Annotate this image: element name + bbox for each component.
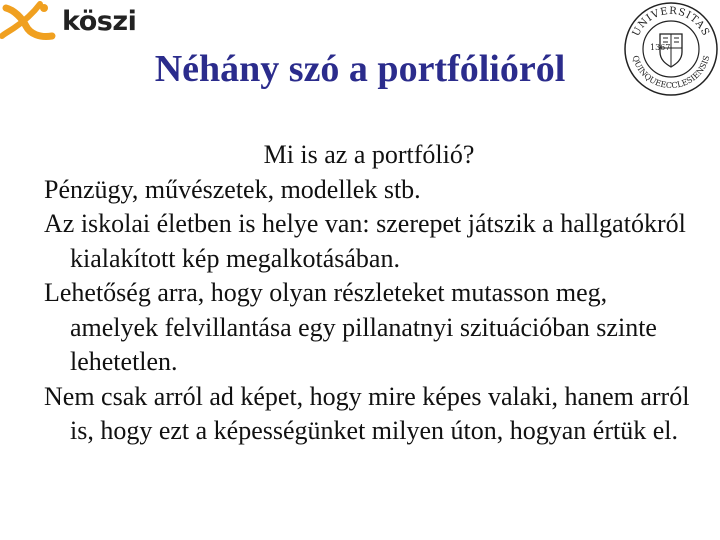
slide-title: Néhány szó a portfólióról: [154, 48, 566, 90]
paragraph-question: Mi is az a portfólió?: [263, 140, 475, 169]
seal-text-top: UNIVERSITAS: [630, 5, 712, 39]
koszi-logo: [0, 0, 140, 44]
seal-year-left: 1367: [650, 43, 671, 52]
university-seal-icon: [622, 0, 720, 98]
logo-wordmark: köszi: [62, 6, 137, 37]
slide-body: [44, 138, 694, 449]
paragraph-bullet: Az iskolai életben is helye van: szerepet játszik a hallgatókról kialakított kép megalkotásában.: [44, 209, 686, 273]
seal-text-bottom: QUINQUEECCLESIENSIS: [630, 54, 712, 91]
paragraph-bullet: Lehetőség arra, hogy olyan részleteket mutasson meg, amelyek felvillantása egy pillanatnyi szituációban szinte lehetetlen.: [44, 278, 657, 376]
koszi-swoosh-logo-icon: [0, 0, 60, 44]
paragraph-bullet: Nem csak arról ad képet, hogy mire képes valaki, hanem arról is, hogy ezt a képességünket milyen úton, hogyan értük el.: [44, 381, 690, 445]
paragraph-bullet: Pénzügy, művészetek, modellek stb.: [44, 174, 421, 204]
